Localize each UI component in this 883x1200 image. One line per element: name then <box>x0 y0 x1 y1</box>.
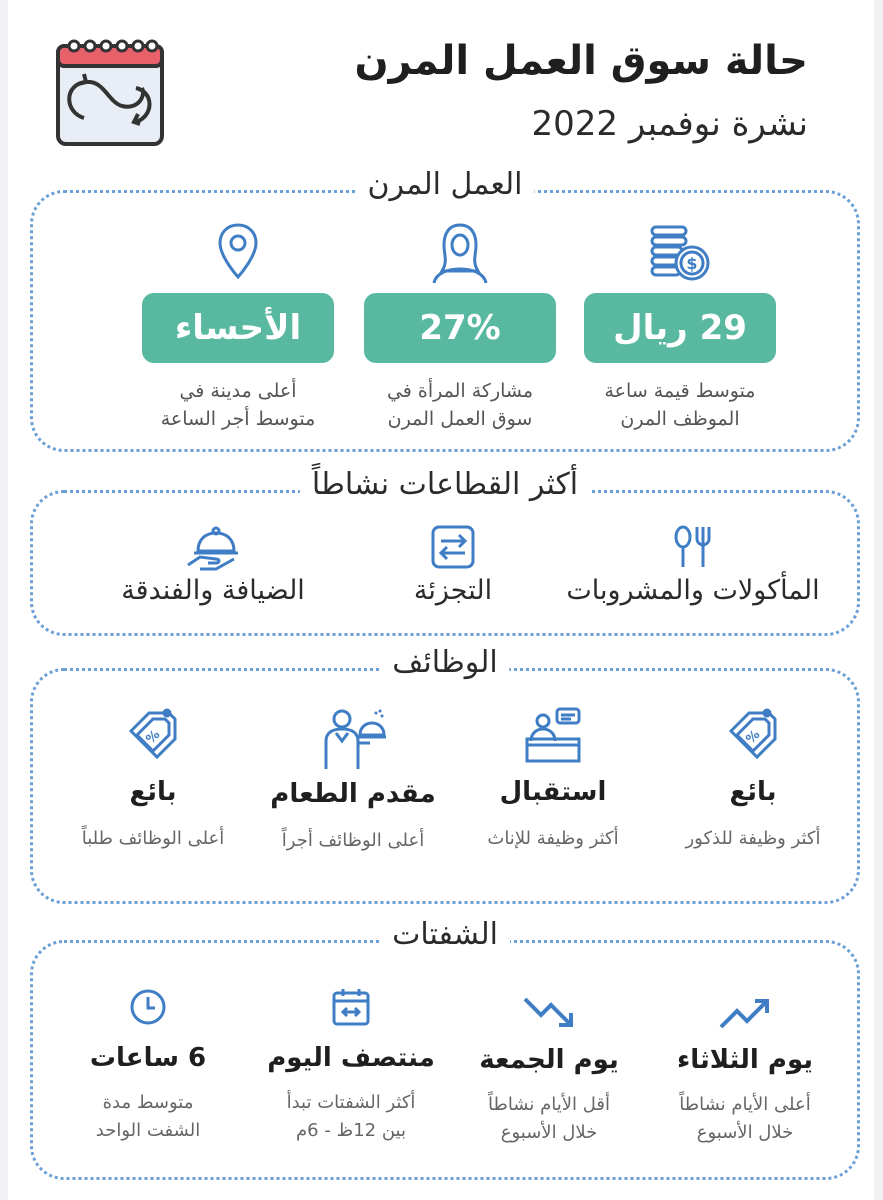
job-name: مقدم الطعام <box>270 779 436 809</box>
shift-caption: خلال الأسبوع <box>500 1122 598 1143</box>
shift-name: يوم الجمعة <box>479 1045 619 1075</box>
stat-value-pill: 27% <box>364 293 556 363</box>
shift-caption: أعلى الأيام نشاطاً <box>679 1094 811 1115</box>
stat-value-pill: 29 ريال <box>584 293 776 363</box>
shift-caption: الشفت الواحد <box>95 1120 201 1141</box>
flexible-work-section <box>30 167 860 452</box>
fork-spoon-icon <box>553 525 833 569</box>
trend-down-icon <box>449 995 649 1031</box>
svg-text:%: % <box>743 727 764 748</box>
location-pin-icon <box>123 221 353 285</box>
job-caption: أعلى الوظائف طلباً <box>81 828 225 849</box>
sector-label: المأكولات والمشروبات <box>566 575 820 606</box>
job-name: استقبال <box>499 777 607 807</box>
section-title: العمل المرن <box>356 167 535 202</box>
section-title: أكثر القطاعات نشاطاً <box>300 467 590 502</box>
sector-item <box>553 525 833 606</box>
svg-text:%: % <box>143 727 164 748</box>
shift-caption: أقل الأيام نشاطاً <box>488 1094 610 1115</box>
section-title: الوظائف <box>380 645 509 680</box>
shifts-section <box>30 917 860 1180</box>
shift-caption: متوسط مدة <box>102 1092 194 1113</box>
stat-value-pill: الأحساء <box>142 293 334 363</box>
sectors-section <box>30 467 860 636</box>
shift-name: يوم الثلاثاء <box>676 1045 814 1075</box>
job-name: بائع <box>129 777 177 807</box>
clock-icon <box>63 987 233 1027</box>
stat-caption: سوق العمل المرن <box>387 408 533 430</box>
job-item <box>653 707 853 853</box>
coins-icon <box>565 221 795 285</box>
serving-cloche-icon <box>93 525 333 573</box>
reception-desk-icon <box>453 707 653 763</box>
shift-caption: بين 12ظ - 6م <box>296 1120 406 1141</box>
price-tag-icon <box>53 707 253 763</box>
shift-name: 6 ساعات <box>89 1043 207 1073</box>
waiter-icon <box>243 707 463 771</box>
stat-avg-hour-value <box>565 221 795 433</box>
transfer-icon <box>363 525 543 569</box>
job-caption: أكثر وظيفة للذكور <box>685 828 821 849</box>
job-item <box>243 707 463 855</box>
job-item <box>53 707 253 853</box>
stat-caption: متوسط قيمة ساعة <box>604 380 756 402</box>
woman-icon <box>345 221 575 285</box>
trend-up-icon <box>645 995 845 1031</box>
shift-caption: أكثر الشفتات تبدأ <box>286 1092 416 1113</box>
stat-caption: الموظف المرن <box>620 408 740 430</box>
job-item <box>453 707 653 853</box>
shift-item <box>63 987 233 1145</box>
shift-item <box>449 995 649 1147</box>
sector-label: التجزئة <box>413 575 493 606</box>
price-tag-icon <box>653 707 853 763</box>
shift-name: منتصف اليوم <box>267 1043 435 1073</box>
job-caption: أعلى الوظائف أجراً <box>281 830 425 851</box>
page-title: حالة سوق العمل المرن <box>354 38 808 84</box>
calendar-cycle-icon <box>54 36 166 148</box>
svg-text:$: $ <box>686 254 698 273</box>
stat-top-city <box>123 221 353 433</box>
stat-women-share <box>345 221 575 433</box>
stat-caption: متوسط أجر الساعة <box>160 408 316 430</box>
infographic-card <box>8 0 874 1200</box>
sector-item <box>363 525 543 606</box>
stat-caption: أعلى مدينة في <box>179 380 297 402</box>
job-caption: أكثر وظيفة للإناث <box>487 828 619 849</box>
job-name: بائع <box>729 777 777 807</box>
shift-item <box>645 995 845 1147</box>
shift-item <box>251 987 451 1145</box>
section-title: الشفتات <box>380 917 510 952</box>
jobs-section <box>30 645 860 904</box>
page-subtitle: نشرة نوفمبر 2022 <box>531 104 808 144</box>
sector-label: الضيافة والفندقة <box>121 575 305 606</box>
shift-caption: خلال الأسبوع <box>696 1122 794 1143</box>
calendar-range-icon <box>251 987 451 1027</box>
stat-caption: مشاركة المرأة في <box>386 380 534 402</box>
sector-item <box>93 525 333 606</box>
